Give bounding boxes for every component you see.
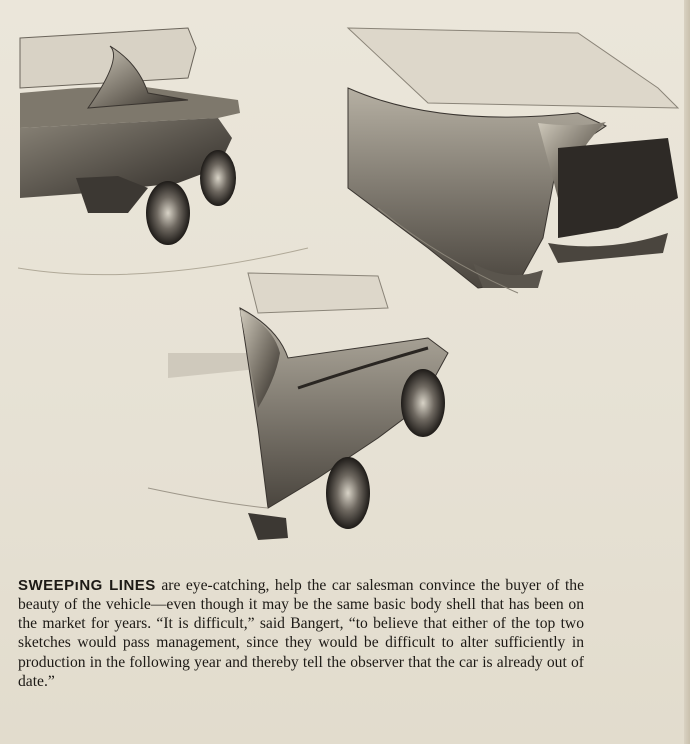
car-sketches-illustration xyxy=(18,8,686,548)
sketch-top-right xyxy=(348,28,678,293)
sketch-top-left xyxy=(18,28,308,275)
page-edge xyxy=(684,0,690,744)
sketch-bottom-center xyxy=(148,273,448,540)
caption-paragraph xyxy=(18,576,584,692)
caption-body: are eye-catching, help the car salesman convince the buyer of the beauty of the vehicle—even though it may be the same basic body shell that has been on the market for years. “It is difficult,” said Bangert, “to believe that either of the top two sketches would pass management, since they would be difficult to alter sufficiently in production in the following year and thereby tell the observer that the car is already out of date.” xyxy=(18,576,584,691)
caption-lead: SWEEPıNG LINES xyxy=(18,576,156,594)
